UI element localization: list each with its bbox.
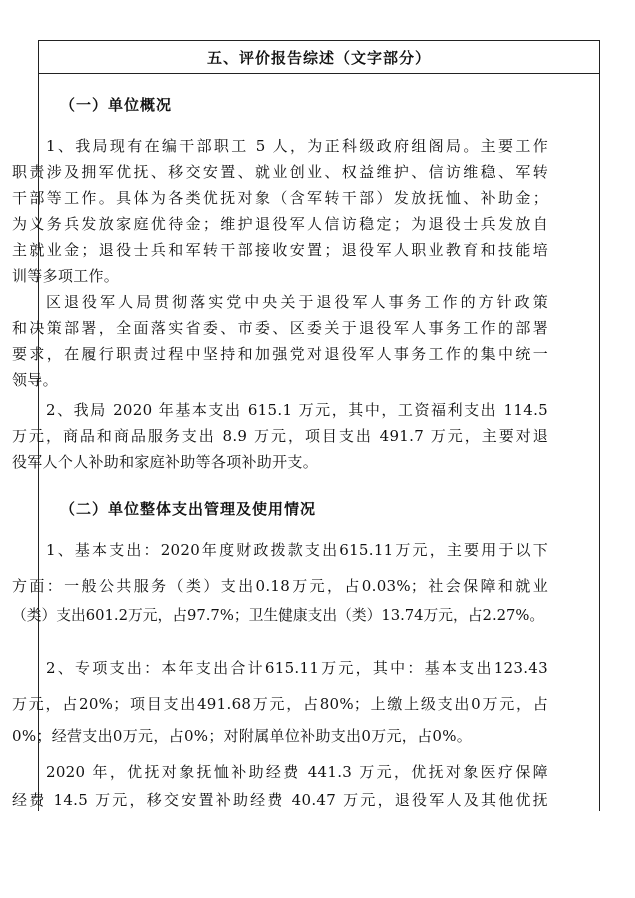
- paragraph-line: 训等多项工作。: [12, 267, 120, 285]
- paragraph-line: 方面：一般公共服务（类）支出0.18万元，占0.03%；社会保障和就业: [12, 577, 548, 595]
- section-title: 五、评价报告综述（文字部分）: [206, 49, 431, 67]
- paragraph-line: 1、我局现有在编干部职工 5 人，为正科级政府组阁局。主要工作: [46, 137, 548, 155]
- paragraph-line: 区退役军人局贯彻落实党中央关于退役军人事务工作的方针政策: [46, 293, 548, 311]
- paragraph-line: 1、基本支出：2020年度财政拨款支出615.11万元，主要用于以下: [46, 541, 548, 559]
- paragraph-line: 领导。: [12, 371, 58, 389]
- paragraph-line: 主就业金；退役士兵和军转干部接收安置；退役军人职业教育和技能培: [12, 241, 548, 259]
- part1-heading: （一）单位概况: [60, 96, 173, 114]
- paragraph-line: 要求，在履行职责过程中坚持和加强党对退役军人事务工作的集中统一: [12, 345, 548, 363]
- part2-heading: （二）单位整体支出管理及使用情况: [60, 500, 317, 518]
- paragraph-line: 2、专项支出：本年支出合计615.11万元，其中：基本支出123.43: [46, 659, 548, 677]
- paragraph-line: 干部等工作。具体为各类优抚对象（含军转干部）发放抚恤、补助金；: [12, 189, 548, 207]
- title-row: [39, 41, 599, 74]
- paragraph-line: 经费 14.5 万元，移交安置补助经费 40.47 万元，退役军人及其他优抚: [12, 791, 548, 809]
- paragraph-line: 2、我局 2020 年基本支出 615.1 万元，其中，工资福利支出 114.5: [46, 401, 548, 419]
- paragraph-line: 万元，占20%；项目支出491.68万元，占80%；上缴上级支出0万元，占: [12, 695, 548, 713]
- paragraph-line: 万元，商品和商品服务支出 8.9 万元，项目支出 491.7 万元，主要对退: [12, 427, 548, 445]
- paragraph-line: 为义务兵发放家庭优待金；维护退役军人信访稳定；为退役士兵发放自: [12, 215, 548, 233]
- paragraph-line: 和决策部署，全面落实省委、市委、区委关于退役军人事务工作的部署: [12, 319, 548, 337]
- paragraph-line: 2020 年，优抚对象抚恤补助经费 441.3 万元，优抚对象医疗保障: [46, 763, 548, 781]
- paragraph-line: 0%；经营支出0万元，占0%；对附属单位补助支出0万元，占0%。: [12, 727, 473, 745]
- paragraph-line: 职责涉及拥军优抚、移交安置、就业创业、权益维护、信访维稳、军转: [12, 163, 548, 181]
- paragraph-line: （类）支出601.2万元，占97.7%；卫生健康支出（类）13.74万元，占2.27%。: [12, 607, 545, 624]
- paragraph-line: 役军人个人补助和家庭补助等各项补助开支。: [12, 453, 319, 471]
